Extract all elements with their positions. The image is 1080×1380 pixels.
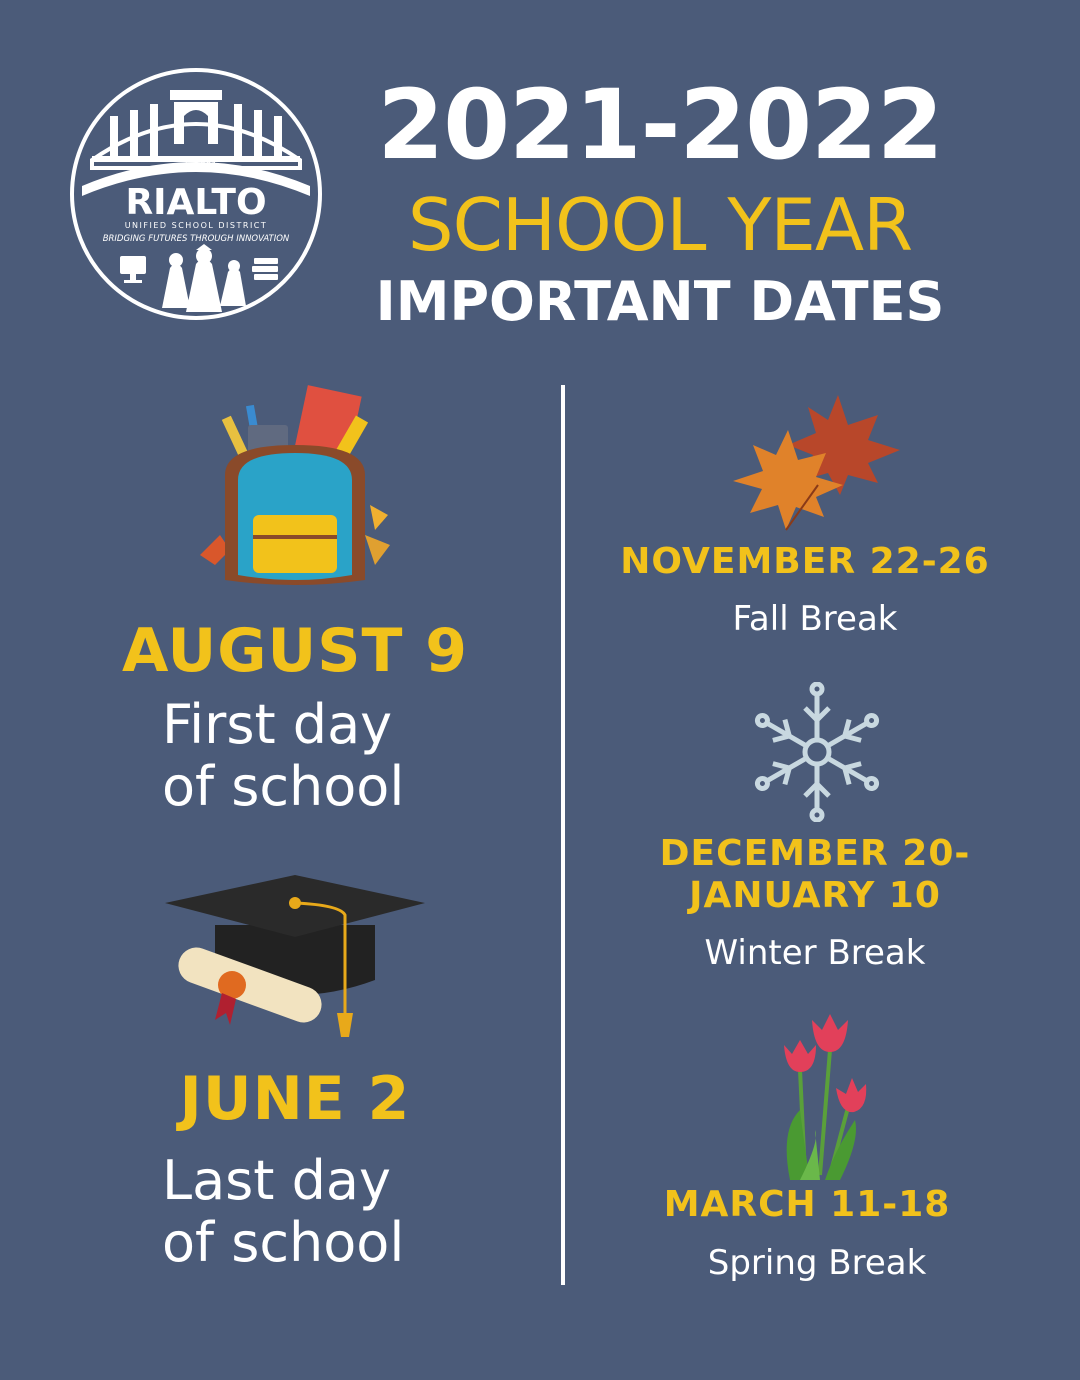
logo-tagline: BRIDGING FUTURES THROUGH INNOVATION bbox=[102, 234, 290, 244]
column-divider bbox=[561, 385, 565, 1285]
desc-fall-break: Fall Break bbox=[732, 599, 898, 639]
title-important-dates: IMPORTANT DATES bbox=[375, 270, 945, 333]
logo-name: RIALTO bbox=[125, 182, 267, 223]
desc-last-day-line1: Last day bbox=[162, 1149, 391, 1212]
backpack-icon bbox=[190, 385, 400, 595]
date-winter-break-line2: JANUARY 10 bbox=[689, 875, 941, 916]
title-year: 2021-2022 bbox=[377, 69, 943, 181]
desc-first-day-line1: First day bbox=[162, 693, 393, 756]
date-winter-break-line1: DECEMBER 20- bbox=[659, 833, 971, 874]
desc-first-day-line2: of school bbox=[162, 755, 405, 818]
autumn-leaves-icon bbox=[728, 385, 908, 535]
graduation-cap-icon bbox=[160, 875, 430, 1045]
date-fall-break: NOVEMBER 22-26 bbox=[620, 541, 990, 582]
snowflake-icon bbox=[747, 682, 887, 822]
tulips-icon bbox=[760, 1010, 880, 1185]
rialto-logo bbox=[70, 68, 322, 320]
date-spring-break: MARCH 11-18 bbox=[663, 1184, 951, 1225]
desc-last-day-line2: of school bbox=[162, 1211, 405, 1274]
logo-est: est. 1891 bbox=[174, 161, 218, 171]
title-school-year: SCHOOL YEAR bbox=[407, 183, 913, 267]
date-last-day: JUNE 2 bbox=[179, 1064, 411, 1134]
desc-spring-break: Spring Break bbox=[707, 1243, 927, 1283]
logo-district: UNIFIED SCHOOL DISTRICT bbox=[124, 221, 268, 230]
desc-winter-break: Winter Break bbox=[704, 933, 926, 973]
date-first-day: AUGUST 9 bbox=[121, 616, 469, 686]
